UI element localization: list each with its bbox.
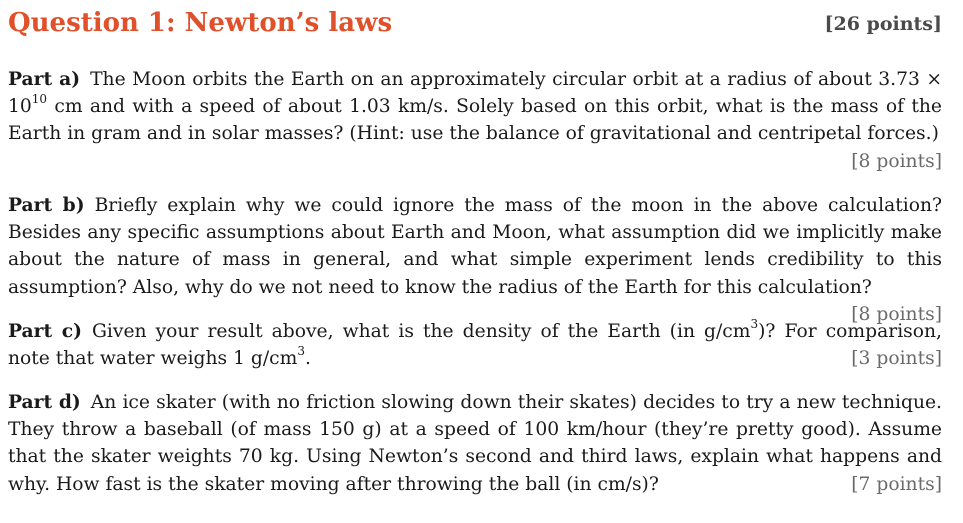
part-c-exponent-1: 3 <box>750 316 759 331</box>
part-a-points: [8 points] <box>851 150 942 172</box>
part-c-text-3: . <box>305 348 311 370</box>
part-d-points: [7 points] <box>851 473 942 495</box>
part-c-label: Part c) <box>8 320 82 342</box>
part-d <box>8 389 942 498</box>
part-a-text-1: The Moon orbits the Earth on an approximately circular orbit at a radius of about 3.73 × 10 <box>8 69 942 118</box>
part-a-exponent: 10 <box>31 91 48 106</box>
part-a-label: Part a) <box>8 68 81 90</box>
part-c <box>8 318 942 372</box>
part-c-text-2: )? For comparison, note that water weighs 1 g/cm <box>8 321 942 370</box>
question-title: Question 1: Newton’s laws <box>8 8 393 38</box>
part-b-points: [8 points] <box>851 303 942 325</box>
part-a <box>8 66 942 175</box>
part-a-text-2: cm and with a speed of about 1.03 km/s. Solely based on this orbit, what is the mass of the Earth in gram and in solar masses? (Hint: use the balance of gravitational and centripetal forces.) <box>8 96 942 145</box>
part-c-exponent-2: 3 <box>297 343 305 358</box>
part-b <box>8 192 942 328</box>
part-b-label: Part b) <box>8 194 85 216</box>
part-c-text-1: Given your result above, what is the density of the Earth (in g/cm <box>92 321 751 342</box>
question-total-points: [26 points] <box>824 13 942 35</box>
question-header <box>8 0 942 52</box>
part-d-text: An ice skater (with no friction slowing down their skates) decides to try a new technique. They throw a baseball (of mass 150 g) at a speed of 100 km/hour (they’re pretty good). Assume that the skater weights 70 kg. Using Newton’s second and third laws, explain what happens and why. How fast is the skater moving after throwing the ball (in cm/s)? <box>8 392 942 495</box>
part-c-points: [3 points] <box>851 348 942 370</box>
part-b-text: Briefly explain why we could ignore the mass of the moon in the above calculation? Besides any specific assumptions about Earth and Moon, what assumption did we implicitly make about the nature of mass in general, and what simple experiment lends credibility to this assumption? Also, why do we not need to know the radius of the Earth for this calculation? <box>8 195 942 298</box>
part-d-label: Part d) <box>8 391 81 413</box>
